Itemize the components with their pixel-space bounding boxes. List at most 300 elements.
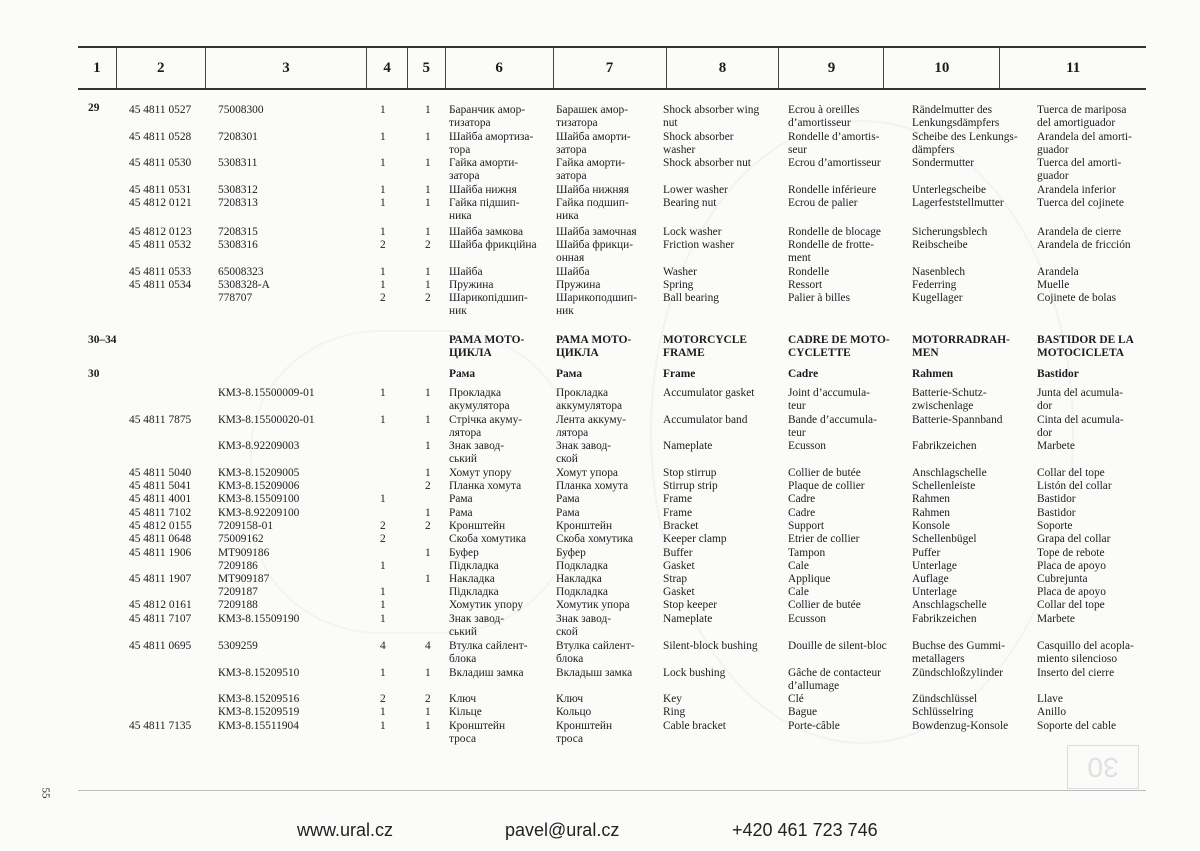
- cell-qty-4: 1: [380, 414, 386, 426]
- cell-name-russian: Подкладка: [556, 586, 608, 598]
- cell-name-english: Silent-block bushing: [663, 640, 758, 652]
- cell-name-french: Cadre: [788, 368, 819, 380]
- cell-qty-5: 2: [425, 239, 431, 251]
- cell-name-spanish: Muelle: [1037, 279, 1070, 291]
- cell-name-french: Plaque de collier: [788, 480, 865, 492]
- cell-qty-4: 1: [380, 266, 386, 278]
- cell-catalog-number: 45 4811 1907: [129, 573, 192, 585]
- cell-qty-4: 1: [380, 131, 386, 143]
- cell-part-number: КМЗ-8.15209005: [218, 467, 300, 479]
- cell-name-spanish: Arandela del amorti- guador: [1037, 131, 1132, 156]
- header-col-7: 7: [553, 48, 666, 88]
- cell-name-russian: РАМА МОТО- ЦИКЛА: [556, 334, 632, 359]
- cell-qty-4: 1: [380, 104, 386, 116]
- cell-catalog-number: 45 4811 0532: [129, 239, 192, 251]
- cell-name-english: MOTORCYCLE FRAME: [663, 334, 747, 359]
- cell-name-spanish: Arandela de fricción: [1037, 239, 1131, 251]
- cell-part-number: КМЗ-8.15209006: [218, 480, 300, 492]
- cell-name-spanish: Grapa del collar: [1037, 533, 1111, 545]
- header-col-8: 8: [666, 48, 779, 88]
- cell-name-spanish: Soporte del cable: [1037, 720, 1117, 732]
- cell-name-french: Rondelle: [788, 266, 830, 278]
- cell-name-spanish: BASTIDOR DE LA MOTOCICLETA: [1037, 334, 1134, 359]
- cell-name-english: Accumulator band: [663, 414, 748, 426]
- cell-name-ukrainian: Баранчик амор- тизатора: [449, 104, 526, 129]
- cell-name-english: Gasket: [663, 586, 695, 598]
- cell-name-spanish: Anillo: [1037, 706, 1067, 718]
- header-col-4: 4: [366, 48, 407, 88]
- cell-qty-5: 1: [425, 547, 431, 559]
- cell-name-french: Rondelle d’amortis- seur: [788, 131, 880, 156]
- cell-name-german: Reibscheibe: [912, 239, 968, 251]
- cell-name-english: Ball bearing: [663, 292, 719, 304]
- cell-qty-5: 1: [425, 157, 431, 169]
- cell-catalog-number: 45 4811 0695: [129, 640, 192, 652]
- cell-catalog-number: 45 4811 5040: [129, 467, 192, 479]
- cell-part-number: 5308312: [218, 184, 258, 196]
- cell-name-russian: Хомут упора: [556, 467, 618, 479]
- cell-qty-4: 2: [380, 239, 386, 251]
- cell-part-number: 7208301: [218, 131, 258, 143]
- cell-qty-5: 1: [425, 197, 431, 209]
- cell-qty-5: 2: [425, 480, 431, 492]
- cell-name-french: Ecrou d’amortisseur: [788, 157, 881, 169]
- cell-name-ukrainian: Кронштейн: [449, 520, 506, 532]
- cell-name-french: Cadre: [788, 493, 816, 505]
- footer-phone: +420 461 723 746: [732, 820, 878, 840]
- cell-name-german: Rahmen: [912, 493, 950, 505]
- cell-name-ukrainian: РАМА МОТО- ЦИКЛА: [449, 334, 525, 359]
- cell-name-spanish: Soporte: [1037, 520, 1073, 532]
- cell-name-french: Bande d’accumula- teur: [788, 414, 877, 439]
- cell-catalog-number: 45 4812 0155: [129, 520, 192, 532]
- cell-name-french: Collier de butée: [788, 467, 861, 479]
- cell-name-french: Joint d’accumula- teur: [788, 387, 870, 412]
- cell-name-russian: Рама: [556, 507, 580, 519]
- cell-name-french: Tampon: [788, 547, 826, 559]
- cell-name-english: Lower washer: [663, 184, 728, 196]
- cell-name-english: Frame: [663, 368, 696, 380]
- cell-name-german: Sondermutter: [912, 157, 975, 169]
- cell-figure-ref: 30: [88, 368, 100, 380]
- cell-name-french: Etrier de collier: [788, 533, 860, 545]
- cell-name-german: Zündschloßzylinder: [912, 667, 1004, 679]
- cell-name-ukrainian: Підкладка: [449, 560, 499, 572]
- cell-name-spanish: Bastidor: [1037, 368, 1079, 380]
- cell-name-spanish: Tope de rebote: [1037, 547, 1105, 559]
- cell-name-german: Batterie-Schutz- zwischenlage: [912, 387, 987, 412]
- cell-qty-4: 2: [380, 292, 386, 304]
- cell-catalog-number: 45 4811 0530: [129, 157, 192, 169]
- cell-catalog-number: 45 4811 7102: [129, 507, 192, 519]
- cell-name-spanish: Marbete: [1037, 440, 1075, 452]
- cell-name-russian: Накладка: [556, 573, 602, 585]
- cell-name-english: Shock absorber nut: [663, 157, 751, 169]
- cell-catalog-number: 45 4811 7875: [129, 414, 192, 426]
- cell-name-spanish: Cinta del acumula- dor: [1037, 414, 1124, 439]
- cell-qty-4: 4: [380, 640, 386, 652]
- cell-catalog-number: 45 4811 5041: [129, 480, 192, 492]
- cell-name-ukrainian: Гайка аморти- затора: [449, 157, 519, 182]
- cell-name-german: Sicherungsblech: [912, 226, 988, 238]
- cell-name-french: Rondelle de frotte- ment: [788, 239, 875, 264]
- cell-qty-4: 1: [380, 667, 386, 679]
- header-col-10: 10: [883, 48, 999, 88]
- cell-catalog-number: 45 4811 4001: [129, 493, 192, 505]
- cell-qty-4: 1: [380, 157, 386, 169]
- cell-name-german: MOTORRADRAH- MEN: [912, 334, 1010, 359]
- table-bottom-rule: [78, 790, 1146, 791]
- cell-name-french: Douille de silent-bloc: [788, 640, 887, 652]
- cell-part-number: 65008323: [218, 266, 264, 278]
- cell-name-german: Rändelmutter des Lenkungsdämpfers: [912, 104, 1000, 129]
- cell-name-german: Fabrikzeichen: [912, 613, 977, 625]
- cell-name-german: Rahmen: [912, 507, 950, 519]
- footer-website[interactable]: www.ural.cz: [297, 820, 394, 840]
- cell-name-russian: Рама: [556, 368, 583, 380]
- cell-name-german: Puffer: [912, 547, 941, 559]
- cell-name-english: Stop stirrup: [663, 467, 717, 479]
- cell-part-number: КМЗ-8.15509100: [218, 493, 300, 505]
- cell-name-spanish: Llave: [1037, 693, 1063, 705]
- header-col-11: 11: [999, 48, 1146, 88]
- cell-name-french: Palier à billes: [788, 292, 850, 304]
- cell-catalog-number: 45 4811 0533: [129, 266, 192, 278]
- cell-catalog-number: 45 4811 7135: [129, 720, 192, 732]
- cell-name-spanish: Listón del collar: [1037, 480, 1112, 492]
- cell-name-german: Fabrikzeichen: [912, 440, 977, 452]
- cell-qty-4: 2: [380, 693, 386, 705]
- table-header: [78, 46, 1146, 90]
- cell-name-german: Nasenblech: [912, 266, 966, 278]
- cell-name-russian: Барашек амор- тизатора: [556, 104, 629, 129]
- cell-part-number: 7209186: [218, 560, 258, 572]
- cell-name-russian: Знак завод- ской: [556, 613, 612, 638]
- cell-name-french: Ecrou de palier: [788, 197, 858, 209]
- cell-catalog-number: 45 4811 0528: [129, 131, 192, 143]
- cell-name-ukrainian: Гайка підшип- ника: [449, 197, 520, 222]
- cell-name-ukrainian: Стрічка акуму- лятора: [449, 414, 523, 439]
- cell-qty-5: 1: [425, 440, 431, 452]
- cell-name-spanish: Bastidor: [1037, 507, 1076, 519]
- cell-catalog-number: 45 4812 0161: [129, 599, 192, 611]
- cell-qty-4: 1: [380, 184, 386, 196]
- cell-catalog-number: 45 4811 0527: [129, 104, 192, 116]
- cell-qty-5: 1: [425, 467, 431, 479]
- cell-name-french: Cadre: [788, 507, 816, 519]
- cell-name-french: Support: [788, 520, 825, 532]
- cell-name-french: Ecusson: [788, 440, 826, 452]
- cell-name-ukrainian: Хомутик упору: [449, 599, 524, 611]
- cell-catalog-number: 45 4812 0123: [129, 226, 192, 238]
- cell-part-number: 5309259: [218, 640, 258, 652]
- cell-qty-5: 1: [425, 131, 431, 143]
- cell-name-russian: Рама: [556, 493, 580, 505]
- cell-name-ukrainian: Шайба: [449, 266, 483, 278]
- cell-catalog-number: 45 4811 0534: [129, 279, 192, 291]
- cell-name-french: Cale: [788, 586, 809, 598]
- cell-name-french: Rondelle inférieure: [788, 184, 877, 196]
- cell-name-english: Accumulator gasket: [663, 387, 755, 399]
- cell-qty-4: 1: [380, 586, 386, 598]
- cell-name-german: Bowdenzug-Konsole: [912, 720, 1009, 732]
- cell-name-russian: Кронштейн троса: [556, 720, 613, 745]
- cell-name-ukrainian: Пружина: [449, 279, 494, 291]
- cell-name-spanish: Inserto del cierre: [1037, 667, 1115, 679]
- cell-name-spanish: Casquillo del acopla- miento silencioso: [1037, 640, 1134, 665]
- cell-name-english: Cable bracket: [663, 720, 726, 732]
- cell-name-german: Federring: [912, 279, 957, 291]
- header-col-1: 1: [93, 59, 101, 76]
- footer-email[interactable]: pavel@ural.cz: [505, 820, 620, 840]
- cell-part-number: 7209187: [218, 586, 258, 598]
- header-col-9: 9: [778, 48, 883, 88]
- cell-name-german: Schellenbügel: [912, 533, 977, 545]
- cell-name-ukrainian: Шайба фрикційна: [449, 239, 537, 251]
- cell-part-number: КМЗ-8.15209516: [218, 693, 300, 705]
- cell-name-french: Gâche de contacteur d’allumage: [788, 667, 881, 692]
- cell-name-english: Nameplate: [663, 613, 713, 625]
- cell-name-ukrainian: Втулка сайлент- блока: [449, 640, 528, 665]
- cell-name-german: Scheibe des Lenkungs- dämpfers: [912, 131, 1018, 156]
- cell-name-french: Ressort: [788, 279, 823, 291]
- cell-name-russian: Буфер: [556, 547, 586, 559]
- cell-name-spanish: Tuerca del amorti- guador: [1037, 157, 1122, 182]
- cell-name-german: Lagerfeststellmutter: [912, 197, 1004, 209]
- cell-part-number: КМЗ-8.15511904: [218, 720, 299, 732]
- cell-qty-5: 2: [425, 693, 431, 705]
- cell-name-russian: Шайба нижняя: [556, 184, 629, 196]
- cell-name-english: Stirrup strip: [663, 480, 718, 492]
- cell-catalog-number: 45 4811 0531: [129, 184, 192, 196]
- cell-name-ukrainian: Рама: [449, 493, 473, 505]
- cell-name-spanish: Marbete: [1037, 613, 1075, 625]
- cell-name-ukrainian: Шайба замкова: [449, 226, 524, 238]
- cell-name-german: Schlüsselring: [912, 706, 974, 718]
- cell-name-russian: Ключ: [556, 693, 584, 705]
- cell-name-spanish: Collar del tope: [1037, 467, 1105, 479]
- cell-name-french: Ecrou à oreilles d’amortisseur: [788, 104, 860, 129]
- cell-catalog-number: 45 4812 0121: [129, 197, 192, 209]
- cell-part-number: МТ909186: [218, 547, 270, 559]
- cell-name-ukrainian: Накладка: [449, 573, 495, 585]
- cell-name-english: Washer: [663, 266, 697, 278]
- cell-qty-5: 1: [425, 279, 431, 291]
- cell-name-spanish: Junta del acumula- dor: [1037, 387, 1124, 412]
- cell-qty-5: 1: [425, 387, 431, 399]
- cell-part-number: 7209158-01: [218, 520, 274, 532]
- cell-name-english: Shock absorber wing nut: [663, 104, 760, 129]
- cell-qty-4: 1: [380, 493, 386, 505]
- cell-name-english: Lock bushing: [663, 667, 726, 679]
- cell-name-russian: Скоба хомутика: [556, 533, 634, 545]
- cell-name-french: Porte-câble: [788, 720, 840, 732]
- cell-name-russian: Шайба: [556, 266, 590, 278]
- cell-name-russian: Шарикоподшип- ник: [556, 292, 638, 317]
- cell-name-russian: Знак завод- ской: [556, 440, 612, 465]
- cell-name-russian: Планка хомута: [556, 480, 629, 492]
- header-col-5: 5: [407, 48, 445, 88]
- cell-name-ukrainian: Шайба амортиза- тора: [449, 131, 534, 156]
- cell-name-german: Anschlagschelle: [912, 467, 987, 479]
- cell-qty-5: 1: [425, 573, 431, 585]
- cell-name-ukrainian: Скоба хомутика: [449, 533, 527, 545]
- cell-name-english: Nameplate: [663, 440, 713, 452]
- cell-name-spanish: Arandela: [1037, 266, 1079, 278]
- cell-name-spanish: Arandela de cierre: [1037, 226, 1122, 238]
- cell-qty-4: 2: [380, 533, 386, 545]
- cell-name-german: Auflage: [912, 573, 949, 585]
- cell-name-french: Bague: [788, 706, 818, 718]
- cell-name-russian: Прокладка аккумулятора: [556, 387, 623, 412]
- cell-part-number: КМЗ-8.15500020-01: [218, 414, 315, 426]
- cell-name-spanish: Cojinete de bolas: [1037, 292, 1117, 304]
- cell-qty-5: 1: [425, 226, 431, 238]
- header-col-6: 6: [445, 48, 553, 88]
- header-col-3: 3: [205, 48, 366, 88]
- cell-name-russian: Лента аккуму- лятора: [556, 414, 627, 439]
- cell-qty-4: 1: [380, 387, 386, 399]
- cell-name-ukrainian: Прокладка акумулятора: [449, 387, 510, 412]
- cell-name-russian: Шайба замочная: [556, 226, 637, 238]
- cell-part-number: 7208315: [218, 226, 258, 238]
- page-number: 55: [39, 787, 52, 799]
- cell-name-french: Applique: [788, 573, 831, 585]
- cell-part-number: 5308311: [218, 157, 258, 169]
- cell-part-number: 7208313: [218, 197, 258, 209]
- cell-qty-5: 1: [425, 266, 431, 278]
- cell-name-german: Anschlagschelle: [912, 599, 987, 611]
- cell-name-ukrainian: Хомут упору: [449, 467, 512, 479]
- cell-part-number: КМЗ-8.15209519: [218, 706, 300, 718]
- cell-name-english: Gasket: [663, 560, 695, 572]
- cell-name-russian: Вкладыш замка: [556, 667, 633, 679]
- cell-name-spanish: Placa de apoyo: [1037, 586, 1106, 598]
- cell-name-spanish: Placa de apoyo: [1037, 560, 1106, 572]
- cell-catalog-number: 45 4811 0648: [129, 533, 192, 545]
- cell-name-french: Ecusson: [788, 613, 826, 625]
- cell-name-spanish: Tuerca de mariposa del amortiguador: [1037, 104, 1127, 129]
- cell-name-german: Batterie-Spannband: [912, 414, 1003, 426]
- cell-name-german: Kugellager: [912, 292, 963, 304]
- cell-name-german: Rahmen: [912, 368, 954, 380]
- cell-name-english: Bracket: [663, 520, 699, 532]
- cell-name-russian: Кронштейн: [556, 520, 613, 532]
- cell-name-german: Unterlage: [912, 560, 957, 572]
- cell-qty-5: 2: [425, 520, 431, 532]
- cell-qty-5: 1: [425, 706, 431, 718]
- cell-name-russian: Пружина: [556, 279, 601, 291]
- cell-name-spanish: Cubrejunta: [1037, 573, 1088, 585]
- cell-part-number: МТ909187: [218, 573, 270, 585]
- cell-name-english: Friction washer: [663, 239, 735, 251]
- cell-qty-4: 1: [380, 613, 386, 625]
- cell-qty-4: 1: [380, 197, 386, 209]
- cell-part-number: 778707: [218, 292, 253, 304]
- header-col-2: 2: [116, 48, 205, 88]
- cell-name-ukrainian: Шайба нижня: [449, 184, 517, 196]
- cell-qty-4: 1: [380, 560, 386, 572]
- cell-part-number: КМЗ-8.15209510: [218, 667, 300, 679]
- cell-name-english: Frame: [663, 507, 693, 519]
- cell-name-russian: Гайка аморти- затора: [556, 157, 626, 182]
- cell-qty-5: 1: [425, 507, 431, 519]
- cell-name-english: Bearing nut: [663, 197, 717, 209]
- cell-figure-ref: 29: [88, 102, 100, 114]
- cell-qty-5: 1: [425, 667, 431, 679]
- cell-name-ukrainian: Кільце: [449, 706, 482, 718]
- cell-name-french: Clé: [788, 693, 804, 705]
- cell-name-german: Unterlegscheibe: [912, 184, 987, 196]
- cell-name-english: Stop keeper: [663, 599, 718, 611]
- cell-catalog-number: 45 4811 1906: [129, 547, 192, 559]
- cell-qty-4: 1: [380, 599, 386, 611]
- cell-catalog-number: 45 4811 7107: [129, 613, 192, 625]
- cell-name-english: Lock washer: [663, 226, 722, 238]
- cell-name-spanish: Arandela inferior: [1037, 184, 1116, 196]
- cell-figure-ref: 30–34: [88, 334, 117, 346]
- cell-qty-4: 1: [380, 279, 386, 291]
- cell-name-english: Ring: [663, 706, 686, 718]
- cell-name-ukrainian: Планка хомута: [449, 480, 522, 492]
- cell-name-ukrainian: Ключ: [449, 693, 477, 705]
- cell-part-number: КМЗ-8.92209003: [218, 440, 300, 452]
- cell-name-ukrainian: Шарикопідшип- ник: [449, 292, 528, 317]
- cell-name-french: Cale: [788, 560, 809, 572]
- cell-part-number: КМЗ-8.15500009-01: [218, 387, 315, 399]
- cell-name-english: Key: [663, 693, 682, 705]
- cell-qty-5: 1: [425, 414, 431, 426]
- cell-qty-4: 2: [380, 520, 386, 532]
- cell-name-german: Schellenleiste: [912, 480, 976, 492]
- cell-name-russian: Кольцо: [556, 706, 592, 718]
- cell-name-russian: Шайба аморти- затора: [556, 131, 631, 156]
- cell-part-number: КМЗ-8.92209100: [218, 507, 300, 519]
- cell-name-english: Strap: [663, 573, 688, 585]
- cell-name-spanish: Collar del tope: [1037, 599, 1105, 611]
- cell-part-number: 75008300: [218, 104, 264, 116]
- cell-name-russian: Хомутик упора: [556, 599, 630, 611]
- cell-name-russian: Гайка подшип- ника: [556, 197, 629, 222]
- cell-name-german: Konsole: [912, 520, 950, 532]
- cell-qty-5: 1: [425, 104, 431, 116]
- figure-stamp: 30: [1067, 745, 1139, 789]
- cell-name-french: CADRE DE MOTO- CYCLETTE: [788, 334, 890, 359]
- cell-name-russian: Подкладка: [556, 560, 608, 572]
- cell-name-english: Shock absorber washer: [663, 131, 734, 156]
- cell-qty-5: 4: [425, 640, 431, 652]
- cell-name-english: Spring: [663, 279, 694, 291]
- cell-name-ukrainian: Підкладка: [449, 586, 499, 598]
- cell-part-number: 5308328-A: [218, 279, 270, 291]
- cell-name-ukrainian: Рама: [449, 507, 473, 519]
- cell-name-english: Frame: [663, 493, 693, 505]
- cell-name-russian: Втулка сайлент- блока: [556, 640, 635, 665]
- cell-name-german: Zündschlüssel: [912, 693, 978, 705]
- cell-name-ukrainian: Кронштейн троса: [449, 720, 506, 745]
- cell-name-german: Buchse des Gummi- metallagers: [912, 640, 1006, 665]
- cell-name-ukrainian: Рама: [449, 368, 476, 380]
- cell-qty-5: 1: [425, 184, 431, 196]
- cell-qty-5: 1: [425, 720, 431, 732]
- cell-name-ukrainian: Вкладиш замка: [449, 667, 524, 679]
- cell-part-number: КМЗ-8.15509190: [218, 613, 300, 625]
- cell-name-ukrainian: Буфер: [449, 547, 479, 559]
- cell-qty-4: 1: [380, 226, 386, 238]
- cell-part-number: 5308316: [218, 239, 258, 251]
- cell-name-spanish: Bastidor: [1037, 493, 1076, 505]
- cell-name-english: Keeper clamp: [663, 533, 727, 545]
